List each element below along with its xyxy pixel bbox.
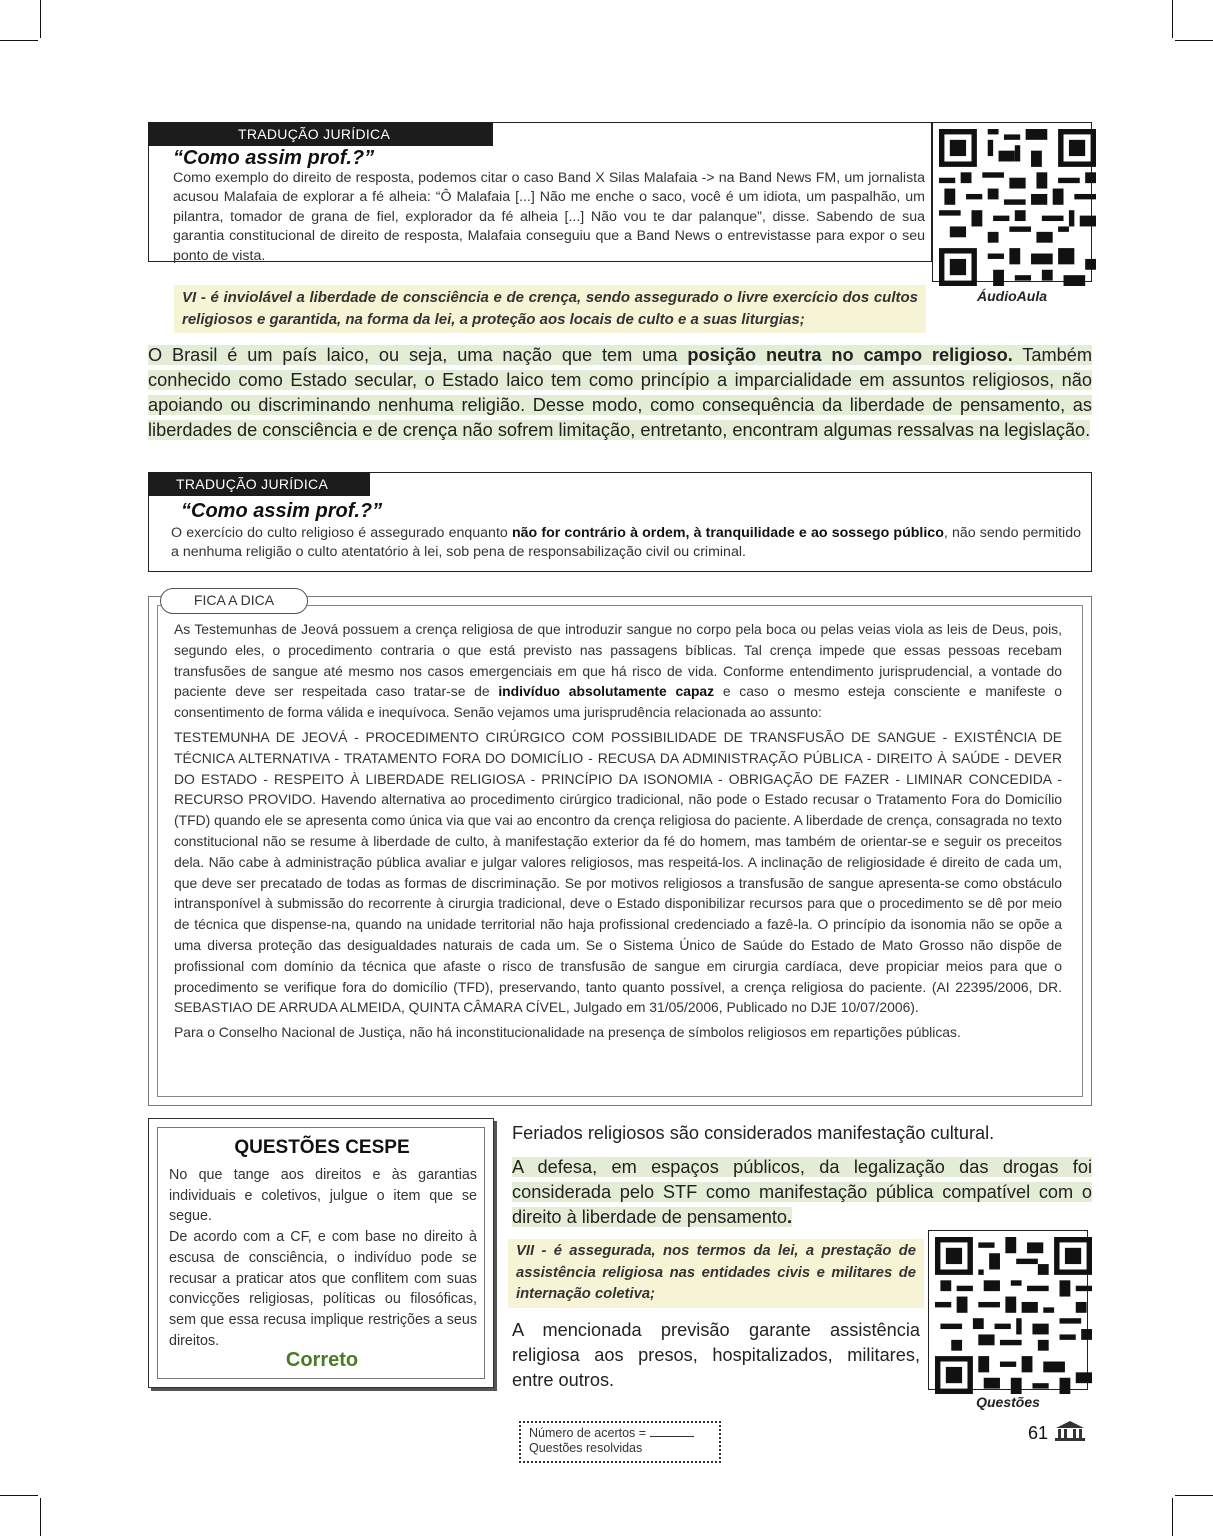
tip-jurisprudence: TESTEMUNHA DE JEOVÁ - PROCEDIMENTO CIRÚRGICO COM POSSIBILIDADE DE TRANSFUSÃO DE SANGUE - EXISTÊNCIA DE TÉCNICA ALTERNATIVA - TRATAMENTO FORA DO DOMICÍLIO - RECUSA DA ADMINISTRAÇÃO PÚBLICA - DIREITO À SAÚDE - DEVER DO ESTADO - RESPEITO À LIBERDADE RELIGIOSA - PRINCÍPIO DA ISONOMIA - OBRIGAÇÃO DE FAZER - LIMINAR CONCEDIDA - RECURSO PROVIDO. Havendo alternativa ao procedimento cirúrgico tradicional, não pode o Estado recusar o Tratamento Fora do Domicílio (TFD) quando ele se apresenta como única via que vai ao encontro da crença religiosa do paciente. A liberdade de crença, consagrada no texto constitucional não se resume à liberdade de culto, à manifestação exterior da fé do homem, mas também de orientar-se e seguir os preceitos dela. Não cabe à administração pública avaliar e julgar valores religiosos, mas respeitá-los. A inclinação de religiosidade é direito de cada um, que deve ser precatado de todas as formas de discriminação. Se por motivos religiosos a transfusão de sangue apresenta-se como obstáculo intransponível à submissão do recorrente à cirurgia tradicional, deve o Estado disponibilizar recursos para que o procedimento se dê por meio de técnica que dispense-na, quando na unidade territorial não haja profissional credenciado a fazê-la. O princípio da isonomia não se opõe a uma diversa proteção das desigualdades naturais de cada um. Se o Sistema Único de Saúde do Estado de Mato Grosso não dispõe de profissional com domínio da técnica que afaste o risco de transfusão de sangue em cirurgia cardíaca, deve propiciar meios para que o procedimento se verifique fora do domicílio (TFD), preservando, tanto quanto possível, a crença religiosa do paciente. (AI 22395/2006, DR. SEBASTIAO DE ARRUDA ALMEIDA, QUINTA CÂMARA CÍVEL, Julgado em 31/05/2006, Publicado no DJE 10/07/2006). bbox=[174, 728, 1062, 1016]
qr-label-audio: ÁudioAula bbox=[977, 288, 1047, 304]
tip-paragraph bbox=[174, 619, 1062, 723]
tip-paragraph: Para o Conselho Nacional de Justiça, não há inconstitucionalidade na presença de símbolos religiosos em repartições públicas. bbox=[174, 1024, 961, 1041]
box-text-part: O exercício do culto religioso é assegurado enquanto bbox=[171, 525, 512, 541]
paragraph-end: . bbox=[787, 1207, 793, 1227]
correct-count-text: Número de acertos = bbox=[529, 1426, 647, 1440]
cespe-intro: No que tange aos direitos e às garantias individuais e coletivos, julgue o item que se segue. bbox=[169, 1167, 477, 1225]
qr-code-icon bbox=[935, 1237, 1092, 1394]
paragraph-assistencia: A mencionada previsão garante assistência religiosa aos presos, hospitalizados, militares, entre outros. bbox=[512, 1320, 920, 1390]
box-heading: “Como assim prof.?” bbox=[173, 147, 375, 169]
paragraph-bold: posição neutra no campo religioso. bbox=[687, 345, 1013, 365]
qr-code-questions[interactable] bbox=[928, 1230, 1088, 1390]
qr-code-audio[interactable] bbox=[932, 122, 1092, 282]
solved-count-label: Questões resolvidas bbox=[529, 1441, 643, 1455]
tip-text-part: As Testemunhas de Jeová possuem a crença religiosa de que introduzir sangue no corpo pela boca ou pelas veias viola as leis de Deus, pois, segundo eles, o procedimento contraria o que está previsto nas passagens bíblicas. Tal crença impede que essas pessoas recebam transfusões de sangue até mesmo nos casos emergenciais em que há risco de vida. Conforme entendimento jurisprudencial, a vontade do paciente deve ser respeitada caso tratar-se de bbox=[174, 621, 1062, 700]
crop-mark bbox=[1172, 0, 1173, 38]
qr-code-icon bbox=[939, 129, 1096, 286]
crop-mark bbox=[1172, 1498, 1173, 1536]
courthouse-icon bbox=[1054, 1420, 1086, 1442]
box-text: Como exemplo do direito de resposta, podemos citar o caso Band X Silas Malafaia -> na Band News FM, um jornalista acusou Malafaia de explorar a fé alheia: “Ô Malafaia [...] Não me enche o saco, você é um idiota, um paspalhão, um pilantra, tomador de grana de fiel, explorador da fé alheia [...] Não vou te dar palanque”, disse. Sabendo de sua garantia constitucional de direito de resposta, Malafaia conseguiu que a Band News o entrevistasse para expor o seu ponto de vista. bbox=[173, 170, 925, 264]
tip-text-part: e caso o mesmo esteja consciente e manifeste o consentimento de forma válida e inequívoca. Senão vejamos uma jurisprudência relacionada ao assunto: bbox=[174, 683, 1062, 721]
crop-mark bbox=[40, 0, 41, 38]
cespe-answer: Correto bbox=[285, 1349, 359, 1371]
cespe-question-box bbox=[148, 1118, 494, 1388]
crop-mark bbox=[1175, 40, 1213, 41]
paragraph-drogas bbox=[512, 1155, 1092, 1230]
crop-mark bbox=[0, 40, 38, 41]
correct-count-label bbox=[529, 1426, 711, 1441]
box-heading: “Como assim prof.?” bbox=[181, 500, 383, 522]
paragraph-feriados: Feriados religiosos são considerados manifestação cultural. bbox=[512, 1123, 995, 1143]
law-item-vi: VI - é inviolável a liberdade de consciência e de crença, sendo assegurado o livre exercício dos cultos religiosos e garantida, na forma da lei, a proteção aos locais de culto e a suas liturgias; bbox=[174, 285, 926, 333]
paragraph-part: A defesa, em espaços públicos, da legalização das drogas foi considerada pelo STF como manifestação pública compatível com o direito à liberdade de pensamento bbox=[512, 1157, 1092, 1227]
cespe-title: QUESTÕES CESPE bbox=[234, 1137, 410, 1158]
correct-count-blank[interactable] bbox=[650, 1436, 694, 1437]
paragraph-part: Também conhecido como Estado secular, o Estado laico tem como princípio a imparcialidade em assuntos religiosos, não apoiando ou discriminando nenhuma religião. Desse modo, como consequência da liberdade de pensamento, as liberdades de consciência e de crença não sofrem limitação, entretanto, encontram algumas ressalvas na legislação. bbox=[148, 345, 1092, 440]
cespe-statement: De acordo com a CF, e com base no direito à escusa de consciência, o indivíduo pode se recusar a praticar atos que conflitem com suas convicções religiosas, políticas ou filosóficas, sem que essa recusa implique restrições a seus direitos. bbox=[169, 1229, 477, 1349]
tip-box bbox=[148, 596, 1092, 1106]
qr-label-questions: Questões bbox=[976, 1394, 1040, 1410]
box-text bbox=[171, 524, 1081, 563]
legal-translation-tab: TRADUÇÃO JURÍDICA bbox=[148, 122, 493, 146]
box-text-bold: não for contrário à ordem, à tranquilidade e ao sossego público bbox=[511, 525, 944, 541]
crop-mark bbox=[0, 1495, 38, 1496]
paragraph-laico bbox=[148, 343, 1092, 443]
tip-text bbox=[174, 619, 1062, 1047]
crop-mark bbox=[40, 1498, 41, 1536]
tip-text-bold: indivíduo absolutamente capaz bbox=[498, 683, 715, 700]
legal-translation-box bbox=[148, 122, 932, 262]
tip-tag: FICA A DICA bbox=[160, 588, 308, 614]
box-text-part: , não sendo permitido a nenhuma religião o culto atentatório à lei, sob pena de responsabilização civil ou criminal. bbox=[171, 525, 1081, 561]
paragraph-part: O Brasil é um país laico, ou seja, uma nação que tem uma bbox=[148, 345, 688, 365]
crop-mark bbox=[1175, 1495, 1213, 1496]
cespe-text bbox=[169, 1165, 477, 1351]
legal-translation-box-2 bbox=[148, 472, 1092, 572]
law-item-vii: VII - é assegurada, nos termos da lei, a prestação de assistência religiosa nas entidades civis e militares de internação coletiva; bbox=[508, 1239, 924, 1308]
legal-translation-tab: TRADUÇÃO JURÍDICA bbox=[148, 472, 370, 496]
answer-tally-box bbox=[519, 1421, 721, 1463]
page-number: 61 bbox=[1028, 1423, 1049, 1443]
